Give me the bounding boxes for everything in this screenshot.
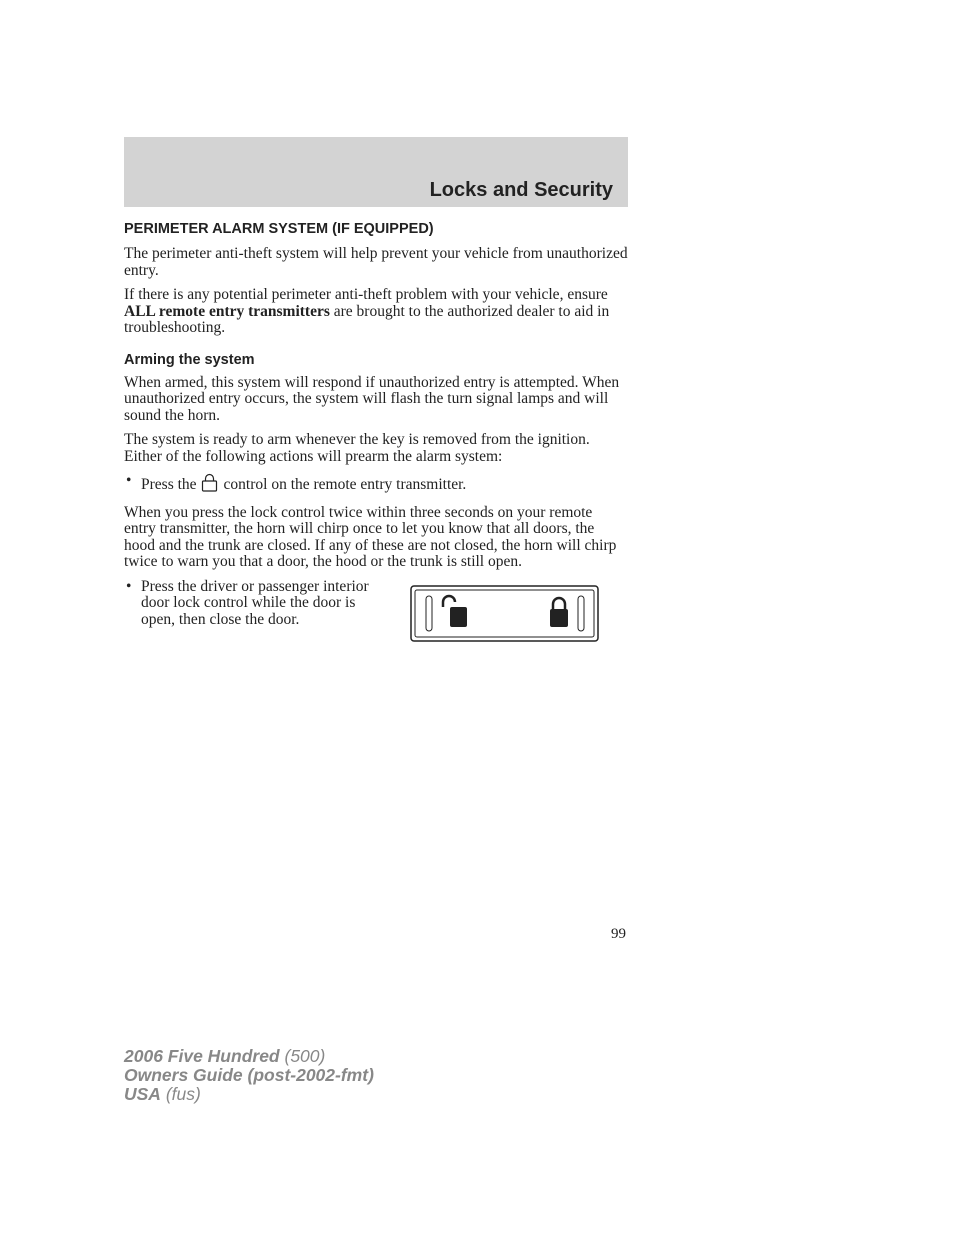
footer-market-code: (fus) bbox=[160, 1084, 201, 1104]
door-lock-row bbox=[124, 579, 628, 649]
footer-model-code: (500) bbox=[279, 1046, 326, 1066]
text-segment: control on the remote entry transmitter. bbox=[223, 476, 467, 493]
header-band bbox=[124, 137, 628, 207]
paragraph-armed: When armed, this system will respond if unauthorized entry is attempted. When unauthorized entry occurs, the system will flash the turn signal lamps and will sound the horn. bbox=[124, 373, 620, 424]
main-content bbox=[124, 220, 628, 649]
text-segment: If there is any potential perimeter anti-theft problem with your vehicle, ensure bbox=[124, 286, 608, 303]
paragraph-ready: The system is ready to arm whenever the key is removed from the ignition. Either of the following actions will prearm the alarm system: bbox=[124, 431, 590, 465]
list-item bbox=[124, 473, 628, 497]
footer-line bbox=[124, 1085, 374, 1104]
paragraph-transmitters bbox=[124, 287, 628, 337]
footer-line bbox=[124, 1066, 374, 1085]
page-number: 99 bbox=[611, 926, 626, 942]
door-lock-switch-illustration bbox=[410, 585, 600, 648]
footer-model: 2006 Five Hundred bbox=[124, 1046, 280, 1066]
footer-market: USA bbox=[124, 1084, 161, 1104]
footer bbox=[124, 1047, 374, 1104]
text-segment: Press the bbox=[141, 476, 197, 493]
list-item: • Press the driver or passenger interior door lock control while the door is open, then close the door. bbox=[124, 579, 371, 629]
text-segment: are brought to the authorized dealer to aid in troubleshooting. bbox=[124, 302, 610, 336]
subsection-heading: Arming the system bbox=[124, 351, 255, 368]
section-heading: PERIMETER ALARM SYSTEM (IF EQUIPPED) bbox=[124, 221, 434, 237]
paragraph-intro: The perimeter anti-theft system will help prevent your vehicle from unauthorized entry. bbox=[124, 245, 628, 279]
footer-guide: Owners Guide (post-2002-fmt) bbox=[124, 1065, 374, 1085]
bold-emphasis: ALL remote entry transmitters bbox=[124, 302, 330, 320]
page-title: Locks and Security bbox=[429, 179, 613, 201]
footer-line bbox=[124, 1047, 374, 1066]
lock-icon bbox=[201, 473, 218, 497]
paragraph-chirp: When you press the lock control twice within three seconds on your remote entry transmitter, the horn will chirp once to let you know that all doors, the hood and the trunk are closed. If any of these are not closed, the horn will chirp twice to warn you that a door, the hood or the trunk is still open. bbox=[124, 503, 617, 570]
